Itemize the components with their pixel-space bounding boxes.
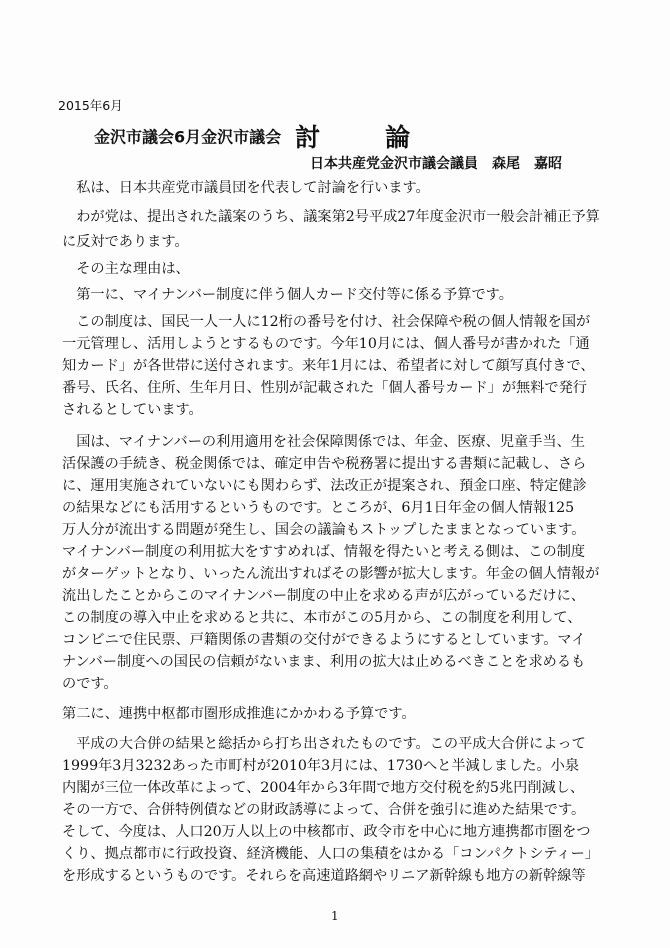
- body-line: コンビニで住民票、戸籍関係の書類の交付ができるようにするとしています。マイ: [62, 632, 586, 648]
- body-line: くり、拠点都市に行政投資、経済機能、人口の集積をはかる「コンパクトシティー」: [62, 846, 599, 862]
- author-line: 日本共産党金沢市議会議員 森尾 嘉昭: [310, 156, 562, 172]
- body-line: のです。: [62, 676, 118, 692]
- body-line: されるとしています。: [62, 402, 203, 418]
- body-line: ナンバー制度への国民の信頼がないまま、利用の拡大は止めるべきことを求めるも: [62, 654, 586, 670]
- body-line: マイナンバー制度の利用拡大をすすめれば、情報を得たいと考える側は、この制度: [62, 544, 586, 560]
- body-line: の結果などにも活用するというものです。ところが、6月1日年金の個人情報125: [62, 500, 575, 516]
- body-line: に、運用実施されていないにも関わらず、法改正が提案され、預金口座、特定健診: [62, 478, 587, 494]
- body-line: 第一に、マイナンバー制度に伴う個人カード交付等に係る予算です。: [62, 287, 513, 303]
- body-line: その主な理由は、: [62, 261, 190, 277]
- body-line: 内閣が三位一体改革によって、2004年から3年間で地方交付税を約5兆円削減し、: [62, 780, 585, 796]
- body-line: を形成するというものです。それらを高速道路網やリニア新幹線も地方の新幹線等: [62, 868, 586, 884]
- body-line: この制度の導入中止を求めると共に、本市がこの5月から、この制度を利用して、: [62, 610, 582, 626]
- body-line: 知カード」が各世帯に送付されます。来年1月には、希望者に対して顔写真付きで、: [62, 358, 595, 374]
- document-title: 金沢市議会6月金沢市議会: [94, 127, 282, 147]
- body-line: 番号、氏名、住所、生年月日、性別が記載された「個人番号カード」が無料で発行: [62, 380, 587, 396]
- body-line: 活保護の手続き、税金関係では、確定申告や税務署に提出する書類に記載し、さら: [62, 456, 587, 472]
- body-line: 万人分が流出する問題が発生し、国会の議論もストップしたままとなっています。: [62, 522, 586, 538]
- body-line: 私は、日本共産党市議員団を代表して討論を行います。: [62, 180, 430, 196]
- body-line: 第二に、連携中枢都市圏形成推進にかかわる予算です。: [62, 706, 416, 722]
- body-line: わが党は、提出された議案のうち、議案第2号平成27年度金沢市一般会計補正予算: [62, 209, 600, 225]
- body-line: この制度は、国民一人一人に12桁の番号を付け、社会保障や税の個人情報を国が: [62, 314, 591, 330]
- document-date: 2015年6月: [58, 98, 123, 113]
- body-line: その一方で、合併特例債などの財政誘導によって、合併を強引に進めた結果です。: [62, 802, 586, 818]
- body-line: がターゲットとなり、いったん流出すればその影響が拡大します。年金の個人情報が: [62, 566, 600, 582]
- body-line: 国は、マイナンバーの利用適用を社会保障関係では、年金、医療、児童手当、生: [62, 434, 585, 450]
- title-row: [94, 118, 430, 154]
- body-line: 1999年3月3232あった市町村が2010年3月には、1730へと半減しました。小泉: [62, 758, 580, 774]
- body-line: 流出したことからこのマイナンバー制度の中止を求める声が広がっているだけに、: [62, 588, 585, 604]
- page-number: 1: [331, 909, 339, 923]
- body-line: そして、今度は、人口20万人以上の中核都市、政令市を中心に地方連携都市圏をつ: [62, 824, 591, 840]
- body-line: に反対であります。: [62, 234, 189, 250]
- body-line: 平成の大合併の結果と総括から打ち出されたものです。この平成大合併によって: [62, 736, 586, 752]
- document-heading: 討 論: [295, 123, 431, 152]
- body-line: 一元管理し、活用しようとするものです。今年10月には、個人番号が書かれた「通: [62, 336, 590, 352]
